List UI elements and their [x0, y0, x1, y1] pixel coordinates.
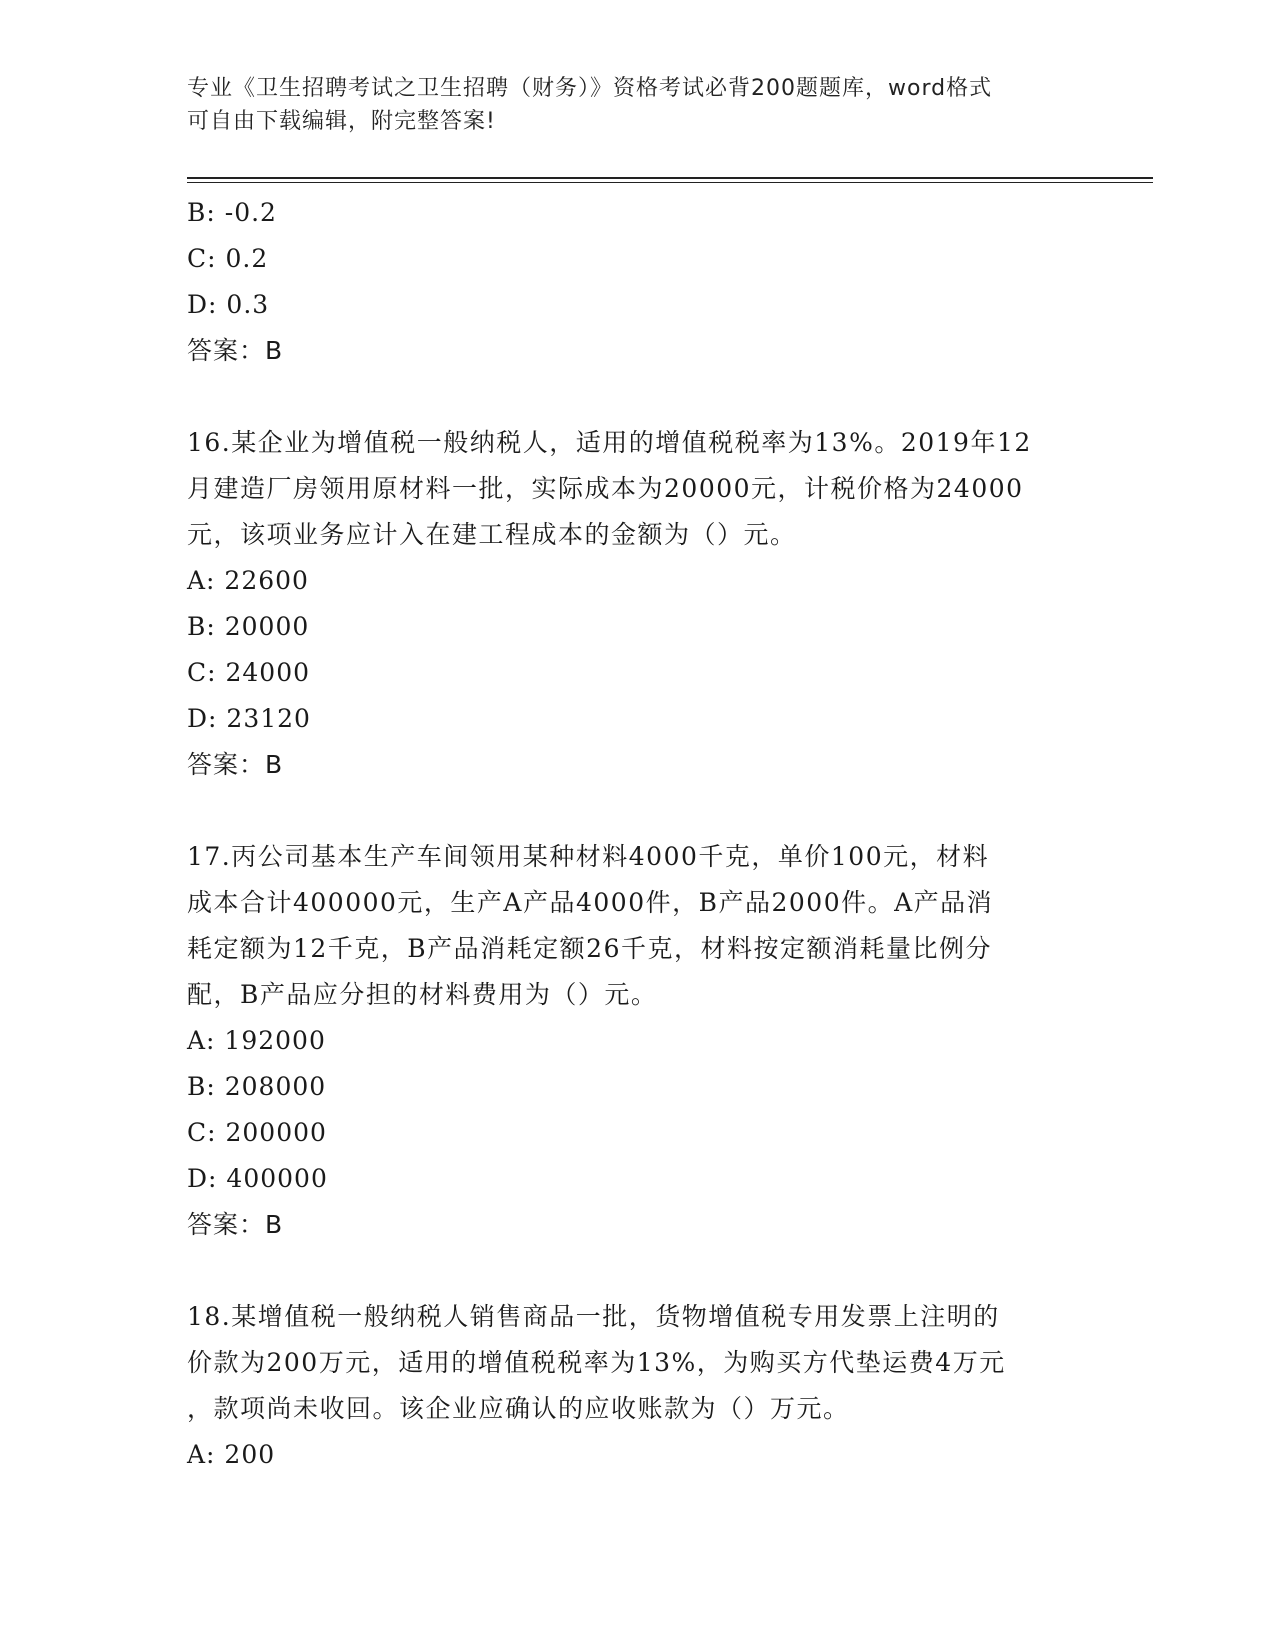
question-stem — [187, 420, 1087, 558]
stem-line: 16.某企业为增值税一般纳税人，适用的增值税税率为13%。2019年12 — [187, 428, 1032, 457]
option-c: C: 200000 — [187, 1118, 327, 1147]
header-title-line-2: 可自由下载编辑，附完整答案! — [187, 109, 496, 134]
stem-line: 月建造厂房领用原材料一批，实际成本为20000元，计税价格为24000 — [187, 474, 1024, 503]
question-stem — [187, 834, 1087, 1018]
option-a: A: 22600 — [187, 566, 309, 595]
stem-line: 耗定额为12千克，B产品消耗定额26千克，材料按定额消耗量比例分 — [187, 934, 992, 963]
page-header — [187, 72, 1087, 138]
option-b: B: 208000 — [187, 1072, 327, 1101]
stem-line: 成本合计400000元，生产A产品4000件，B产品2000件。A产品消 — [187, 888, 994, 917]
stem-line: ，款项尚未收回。该企业应确认的应收账款为（）万元。 — [187, 1394, 850, 1423]
option-c: C: 24000 — [187, 658, 311, 687]
option-d: D: 400000 — [187, 1164, 328, 1193]
stem-line: 价款为200万元，适用的增值税税率为13%，为购买方代垫运费4万元 — [187, 1348, 1006, 1377]
answer-line: 答案：B — [187, 336, 284, 365]
question-18 — [187, 1294, 1087, 1478]
stem-line: 元，该项业务应计入在建工程成本的金额为（）元。 — [187, 520, 797, 549]
option-d: D: 23120 — [187, 704, 311, 733]
stem-line: 17.丙公司基本生产车间领用某种材料4000千克，单价100元，材料 — [187, 842, 990, 871]
question-15-continued — [187, 190, 1087, 374]
header-divider — [187, 177, 1153, 183]
option-a: A: 192000 — [187, 1026, 326, 1055]
answer-line: 答案：B — [187, 750, 284, 779]
stem-line: 配，B产品应分担的材料费用为（）元。 — [187, 980, 658, 1009]
option-c: C: 0.2 — [187, 244, 269, 273]
document-body — [187, 190, 1087, 1478]
stem-line: 18.某增值税一般纳税人销售商品一批，货物增值税专用发票上注明的 — [187, 1302, 1000, 1331]
option-d: D: 0.3 — [187, 290, 270, 319]
header-title-line-1: 专业《卫生招聘考试之卫生招聘（财务）》资格考试必背200题题库，word格式 — [187, 76, 993, 101]
answer-line: 答案：B — [187, 1210, 284, 1239]
option-b: B: -0.2 — [187, 198, 277, 227]
question-stem — [187, 1294, 1087, 1432]
option-a: A: 200 — [187, 1440, 276, 1469]
question-16 — [187, 420, 1087, 788]
option-b: B: 20000 — [187, 612, 310, 641]
question-17 — [187, 834, 1087, 1248]
